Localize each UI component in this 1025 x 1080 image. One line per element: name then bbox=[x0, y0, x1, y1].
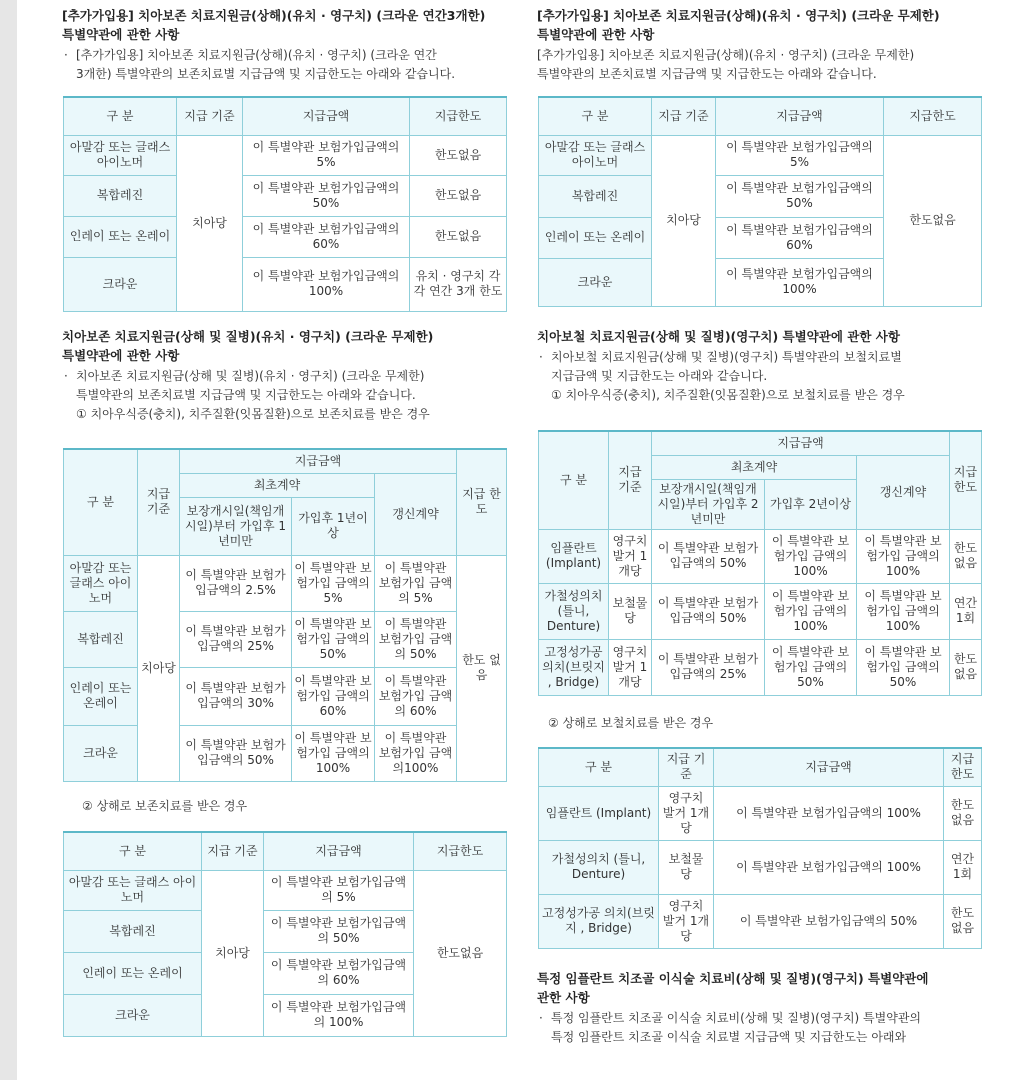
header-type: 구 분 bbox=[64, 832, 202, 870]
row-limit: 한도 없음 bbox=[944, 894, 982, 948]
row-limit: 한도 없음 bbox=[457, 555, 507, 781]
row-amount-b: 이 특별약관 보험가입 금액의 50% bbox=[292, 611, 375, 667]
row-type: 고정성가공 의치(브릿지 , Bridge) bbox=[539, 894, 659, 948]
section-5-title-cont: 관한 사항 bbox=[537, 990, 590, 1005]
row-type: 임플란트 (Implant) bbox=[539, 786, 659, 840]
row-amount-c: 이 특별약관 보험가입 금액의 50% bbox=[857, 639, 950, 695]
row-type: 아말감 또는 글래스 아이노머 bbox=[64, 870, 202, 910]
row-amount: 이 특별약관 보험가입금액의 50% bbox=[714, 894, 944, 948]
section-2-injury-table bbox=[63, 831, 507, 1037]
row-type: 복합레진 bbox=[64, 175, 177, 216]
row-amount: 이 특별약관 보험가입금액의 5% bbox=[243, 135, 410, 175]
header-renew: 갱신계약 bbox=[375, 473, 457, 555]
row-type: 인레이 또는 온레이 bbox=[64, 667, 138, 725]
row-amount-a: 이 특별약관 보험가입금액의 50% bbox=[180, 725, 292, 781]
row-amount-c: 이 특별약관 보험가입 금액의100% bbox=[857, 583, 950, 639]
row-basis: 영구치 발거 1개당 bbox=[659, 894, 714, 948]
row-amount: 이 특별약관 보험가입금액의 5% bbox=[716, 135, 884, 175]
section-3-title: [추가가입용] 치아보존 치료지원금(상해)(유치 · 영구치) (크라운 무제한) bbox=[537, 8, 940, 23]
header-basis: 지급 기준 bbox=[202, 832, 264, 870]
header-under2: 보장개시일(책임개시일)부터 가입후 2년미만 bbox=[652, 479, 765, 529]
row-basis: 보철물 당 bbox=[659, 840, 714, 894]
row-amount-c: 이 특별약관 보험가입 금액의 5% bbox=[375, 555, 457, 611]
section-1-header bbox=[62, 6, 502, 84]
section-2-table bbox=[63, 448, 507, 782]
bullet-dot: · bbox=[64, 369, 68, 383]
section-1-desc-line1: [추가가입용] 치아보존 치료지원금(상해)(유치 · 영구치) (크라운 연간 bbox=[76, 48, 437, 62]
row-type: 고정성가공 의치(브릿지 , Bridge) bbox=[539, 639, 609, 695]
row-type: 복합레진 bbox=[539, 175, 652, 217]
section-2-title-cont: 특별약관에 관한 사항 bbox=[62, 348, 180, 363]
section-3-desc-line2: 특별약관의 보존치료별 지급금액 및 지급한도는 아래와 같습니다. bbox=[537, 67, 877, 81]
header-basis: 지급 기준 bbox=[659, 748, 714, 786]
row-amount-c: 이 특별약관 보험가입 금액의100% bbox=[857, 529, 950, 583]
section-4-desc-line1: 치아보철 치료지원금(상해 및 질병)(영구치) 특별약관의 보철치료별 bbox=[551, 350, 902, 364]
header-type: 구 분 bbox=[539, 97, 652, 135]
row-limit: 한도없음 bbox=[884, 135, 982, 306]
section-2-title: 치아보존 치료지원금(상해 및 질병)(유치 · 영구치) (크라운 무제한) bbox=[62, 329, 434, 344]
row-basis: 치아당 bbox=[177, 135, 243, 311]
row-amount-c: 이 특별약관 보험가입 금액의 50% bbox=[375, 611, 457, 667]
bullet-dot: · bbox=[64, 48, 68, 62]
header-limit: 지급한도 bbox=[884, 97, 982, 135]
section-4-case1: ① 치아우식증(충치), 치주질환(잇몸질환)으로 보철치료를 받은 경우 bbox=[551, 388, 905, 402]
row-amount-a: 이 특별약관 보험가입금액의 25% bbox=[652, 639, 765, 695]
section-3-header bbox=[537, 6, 987, 84]
row-type: 아말감 또는 글래스 아이노머 bbox=[539, 135, 652, 175]
row-limit: 유치 · 영구치 각각 연간 3개 한도 bbox=[410, 257, 507, 311]
row-basis: 영구치 발거 1개당 bbox=[609, 639, 652, 695]
row-type: 인레이 또는 온레이 bbox=[64, 952, 202, 994]
row-amount: 이 특별약관 보험가입금액의 100% bbox=[264, 994, 414, 1036]
section-5-header bbox=[537, 969, 987, 1047]
section-4-header bbox=[537, 327, 987, 405]
section-2-desc-line1: 치아보존 치료지원금(상해 및 질병)(유치 · 영구치) (크라운 무제한) bbox=[76, 369, 425, 383]
header-amount: 지급금액 bbox=[652, 431, 950, 455]
section-2-case1: ① 치아우식증(충치), 치주질환(잇몸질환)으로 보존치료를 받은 경우 bbox=[76, 407, 430, 421]
row-amount-c: 이 특별약관 보험가입 금액의 60% bbox=[375, 667, 457, 725]
header-limit: 지급한도 bbox=[410, 97, 507, 135]
section-1-desc-line2: 3개한) 특별약관의 보존치료별 지급금액 및 지급한도는 아래와 같습니다. bbox=[76, 67, 456, 81]
section-1-title: [추가가입용] 치아보존 치료지원금(상해)(유치 · 영구치) (크라운 연간3개한) bbox=[62, 8, 486, 23]
row-amount-b: 이 특별약관 보험가입 금액의100% bbox=[765, 529, 857, 583]
row-amount: 이 특별약관 보험가입금액의 100% bbox=[714, 840, 944, 894]
row-limit: 한도없음 bbox=[410, 175, 507, 216]
header-over1: 가입후 1년이상 bbox=[292, 497, 375, 555]
row-basis: 보철물 당 bbox=[609, 583, 652, 639]
section-5-desc-line2: 특정 임플란트 치조골 이식술 치료별 지급금액 및 지급한도는 아래와 bbox=[551, 1030, 907, 1044]
row-limit: 연간 1회 bbox=[944, 840, 982, 894]
row-type: 복합레진 bbox=[64, 611, 138, 667]
row-limit: 한도 없음 bbox=[944, 786, 982, 840]
row-amount: 이 특별약관 보험가입금액의 50% bbox=[264, 910, 414, 952]
row-amount-b: 이 특별약관 보험가입 금액의100% bbox=[292, 725, 375, 781]
header-type: 구 분 bbox=[539, 748, 659, 786]
section-2-case2: ② 상해로 보존치료를 받은 경우 bbox=[82, 799, 248, 813]
header-type: 구 분 bbox=[64, 97, 177, 135]
row-amount-a: 이 특별약관 보험가입금액의 50% bbox=[652, 529, 765, 583]
row-type: 인레이 또는 온레이 bbox=[64, 216, 177, 257]
header-basis: 지급 기준 bbox=[652, 97, 716, 135]
header-amount: 지급금액 bbox=[716, 97, 884, 135]
row-type: 아말감 또는 글래스 아이노머 bbox=[64, 555, 138, 611]
row-type: 아말감 또는 글래스 아이노머 bbox=[64, 135, 177, 175]
header-limit: 지급 한도 bbox=[457, 449, 507, 555]
section-3-table bbox=[538, 96, 982, 307]
section-4-injury-table bbox=[538, 747, 982, 949]
row-amount-a: 이 특별약관 보험가입금액의 30% bbox=[180, 667, 292, 725]
row-amount-a: 이 특별약관 보험가입금액의 25% bbox=[180, 611, 292, 667]
row-limit: 한도 없음 bbox=[950, 639, 982, 695]
row-amount: 이 특별약관 보험가입금액의 100% bbox=[243, 257, 410, 311]
row-type: 크라운 bbox=[64, 257, 177, 311]
row-basis: 치아당 bbox=[652, 135, 716, 306]
header-amount: 지급금액 bbox=[243, 97, 410, 135]
left-gutter bbox=[0, 0, 17, 1080]
section-4-case2: ② 상해로 보철치료를 받은 경우 bbox=[548, 716, 714, 730]
row-basis: 영구치 발거 1개당 bbox=[609, 529, 652, 583]
row-limit: 한도없음 bbox=[414, 870, 507, 1036]
row-limit: 한도없음 bbox=[410, 216, 507, 257]
row-amount: 이 특별약관 보험가입금액의 5% bbox=[264, 870, 414, 910]
section-2-desc bbox=[62, 367, 502, 424]
section-4-desc-line2: 지급금액 및 지급한도는 아래와 같습니다. bbox=[551, 369, 768, 383]
row-limit: 연간 1회 bbox=[950, 583, 982, 639]
header-type: 구 분 bbox=[64, 449, 138, 555]
row-type: 가철성의치 (틀니, Denture) bbox=[539, 583, 609, 639]
section-1-table bbox=[63, 96, 507, 312]
row-amount: 이 특별약관 보험가입금액의 100% bbox=[716, 258, 884, 306]
row-type: 인레이 또는 온레이 bbox=[539, 217, 652, 258]
row-basis: 치아당 bbox=[202, 870, 264, 1036]
section-2-header bbox=[62, 327, 502, 424]
row-basis: 영구치 발거 1개당 bbox=[659, 786, 714, 840]
header-amount: 지급금액 bbox=[264, 832, 414, 870]
section-3-desc-line1: [추가가입용] 치아보존 치료지원금(상해)(유치 · 영구치) (크라운 무제한) bbox=[537, 48, 915, 62]
section-1-title-cont: 특별약관에 관한 사항 bbox=[62, 27, 180, 42]
header-limit: 지급한도 bbox=[414, 832, 507, 870]
row-limit: 한도 없음 bbox=[950, 529, 982, 583]
row-amount-b: 이 특별약관 보험가입 금액의 5% bbox=[292, 555, 375, 611]
row-basis: 치아당 bbox=[138, 555, 180, 781]
bullet-dot: · bbox=[539, 1011, 543, 1025]
row-amount-b: 이 특별약관 보험가입 금액의100% bbox=[765, 583, 857, 639]
header-renew: 갱신계약 bbox=[857, 455, 950, 529]
header-over2: 가입후 2년이상 bbox=[765, 479, 857, 529]
row-amount: 이 특별약관 보험가입금액의 50% bbox=[243, 175, 410, 216]
header-basis: 지급 기준 bbox=[138, 449, 180, 555]
section-2-desc-line2: 특별약관의 보존치료별 지급금액 및 지급한도는 아래와 같습니다. bbox=[76, 388, 416, 402]
row-amount-a: 이 특별약관 보험가입금액의 50% bbox=[652, 583, 765, 639]
row-type: 가철성의치 (틀니, Denture) bbox=[539, 840, 659, 894]
row-amount: 이 특별약관 보험가입금액의 100% bbox=[714, 786, 944, 840]
header-initial: 최초계약 bbox=[180, 473, 375, 497]
row-amount-c: 이 특별약관 보험가입 금액의100% bbox=[375, 725, 457, 781]
row-amount: 이 특별약관 보험가입금액의 50% bbox=[716, 175, 884, 217]
section-4-table bbox=[538, 430, 982, 696]
row-amount: 이 특별약관 보험가입금액의 60% bbox=[264, 952, 414, 994]
row-type: 크라운 bbox=[64, 994, 202, 1036]
bullet-dot: · bbox=[539, 350, 543, 364]
section-4-title: 치아보철 치료지원금(상해 및 질병)(영구치) 특별약관에 관한 사항 bbox=[537, 329, 900, 344]
header-limit: 지급 한도 bbox=[950, 431, 982, 529]
row-amount: 이 특별약관 보험가입금액의 60% bbox=[716, 217, 884, 258]
header-type: 구 분 bbox=[539, 431, 609, 529]
section-5-desc bbox=[537, 1009, 987, 1047]
section-5-title: 특정 임플란트 치조골 이식술 치료비(상해 및 질병)(영구치) 특별약관에 bbox=[537, 971, 929, 986]
row-type: 복합레진 bbox=[64, 910, 202, 952]
row-amount-a: 이 특별약관 보험가입금액의 2.5% bbox=[180, 555, 292, 611]
section-1-desc bbox=[62, 46, 502, 84]
section-3-desc bbox=[537, 46, 987, 84]
row-type: 임플란트 (Implant) bbox=[539, 529, 609, 583]
header-amount: 지급금액 bbox=[180, 449, 457, 473]
row-limit: 한도없음 bbox=[410, 135, 507, 175]
header-basis: 지급 기준 bbox=[177, 97, 243, 135]
row-type: 크라운 bbox=[64, 725, 138, 781]
row-type: 크라운 bbox=[539, 258, 652, 306]
header-limit: 지급 한도 bbox=[944, 748, 982, 786]
header-under1: 보장개시일(책임개시일)부터 가입후 1년미만 bbox=[180, 497, 292, 555]
header-amount: 지급금액 bbox=[714, 748, 944, 786]
header-basis: 지급 기준 bbox=[609, 431, 652, 529]
row-amount: 이 특별약관 보험가입금액의 60% bbox=[243, 216, 410, 257]
header-initial: 최초계약 bbox=[652, 455, 857, 479]
section-3-title-cont: 특별약관에 관한 사항 bbox=[537, 27, 655, 42]
row-amount-b: 이 특별약관 보험가입 금액의 50% bbox=[765, 639, 857, 695]
section-5-desc-line1: 특정 임플란트 치조골 이식술 치료비(상해 및 질병)(영구치) 특별약관의 bbox=[551, 1011, 922, 1025]
section-4-desc bbox=[537, 348, 987, 405]
row-amount-b: 이 특별약관 보험가입 금액의 60% bbox=[292, 667, 375, 725]
